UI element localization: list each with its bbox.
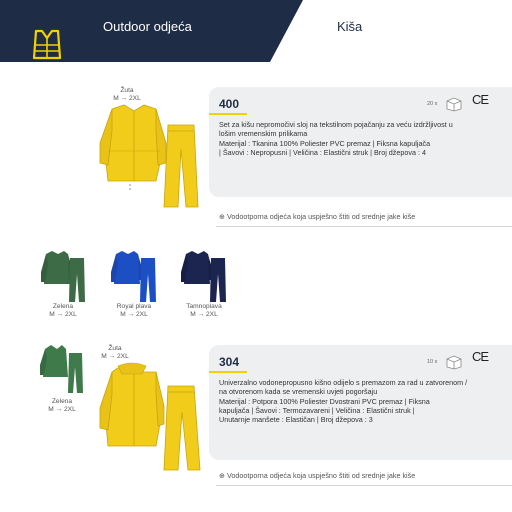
- variant-sizes: M → 2XL: [190, 311, 218, 318]
- benefit-text-400: [219, 212, 415, 221]
- rain-set-yellow-image: [98, 103, 206, 213]
- code-underline: [209, 113, 247, 115]
- code-underline: [209, 371, 247, 373]
- variant-caption-green: [40, 303, 86, 319]
- variant-color: Tamnoplava: [186, 303, 222, 310]
- category-subtitle: Kiša: [337, 19, 363, 34]
- benefit-label: Vodootporna odjeća koja uspješno štiti od srednje jake kiše: [227, 212, 416, 221]
- product-card-304: [209, 345, 512, 460]
- variant-sizes: M → 2XL: [101, 353, 129, 360]
- variant-color: Zelena: [52, 303, 74, 310]
- product-card-400: [209, 87, 512, 197]
- carton-box-icon: [445, 96, 463, 112]
- section-divider: [216, 226, 512, 227]
- page-header: [0, 0, 512, 62]
- product-description: Set za kišu nepromočivi sloj na tekstilnom pojačanju za veću izdržljivost u lošim vremenskim prilikama: [219, 120, 453, 139]
- ce-mark: CE: [472, 92, 489, 107]
- plus-circle-icon: ⊕: [219, 471, 226, 480]
- pack-quantity: 20 x: [427, 101, 438, 107]
- product-code: 304: [219, 355, 240, 369]
- benefit-label: Vodootporna odjeća koja uspješno štiti od srednje jake kiše: [227, 471, 416, 480]
- variant-caption-navy: [178, 303, 230, 319]
- benefit-text-304: [219, 471, 415, 480]
- rain-set-green-image: [40, 250, 86, 304]
- product-description: Univerzalno vodonepropusno kišno odijelo s premazom za rad u zatvorenom / na otvorenom kada se vremenski uvjeti pogoršaju: [219, 378, 468, 397]
- variant-color: Royal plava: [116, 303, 152, 310]
- variant-sizes: M → 2XL: [48, 406, 76, 413]
- product-spec-line-1: Materijal : Tkanina 100% Poliester PVC premaz | Fiksna kapuljača: [219, 139, 431, 148]
- product-spec-line-1: Materijal : Potpora 100% Poliester Dvostrani PVC premaz | Fiksna: [219, 397, 430, 406]
- rain-set-navy-image: [180, 250, 228, 304]
- variant-sizes: M → 2XL: [113, 95, 141, 102]
- ce-mark: CE: [472, 349, 489, 364]
- header-banner: [0, 0, 512, 62]
- variant-sizes: M → 2XL: [49, 311, 77, 318]
- category-title: Outdoor odjeća: [103, 19, 192, 34]
- main-variant-caption-400: [107, 87, 147, 103]
- product-spec-line-2: | Šavovi : Nepropusni | Veličina : Elastični struk | Broj džepova : 4: [219, 148, 426, 157]
- high-visibility-vest-icon: [32, 28, 62, 60]
- section-divider: [216, 485, 512, 486]
- pack-quantity: 10 x: [427, 359, 438, 365]
- main-variant-caption-304: [97, 345, 133, 361]
- rain-suit-yellow-image: [98, 362, 208, 474]
- variant-caption-royal-blue: [110, 303, 158, 319]
- variant-caption-green-304: [40, 398, 84, 414]
- variant-color: Zelena: [51, 398, 73, 405]
- variant-color: Žuta: [120, 87, 134, 94]
- product-spec-line-3: Unutarnje manšete : Elastičan | Broj džepova : 3: [219, 415, 373, 424]
- plus-circle-icon: ⊕: [219, 212, 226, 221]
- rain-set-royal-blue-image: [110, 250, 158, 304]
- carton-box-icon: [445, 354, 463, 370]
- rain-suit-green-image: [40, 345, 84, 395]
- product-spec-line-2: kapuljača | Šavovi : Termozavareni | Veličina : Elastični struk |: [219, 406, 415, 415]
- variant-sizes: M → 2XL: [120, 311, 148, 318]
- product-code: 400: [219, 97, 240, 111]
- variant-color: Žuta: [108, 345, 122, 352]
